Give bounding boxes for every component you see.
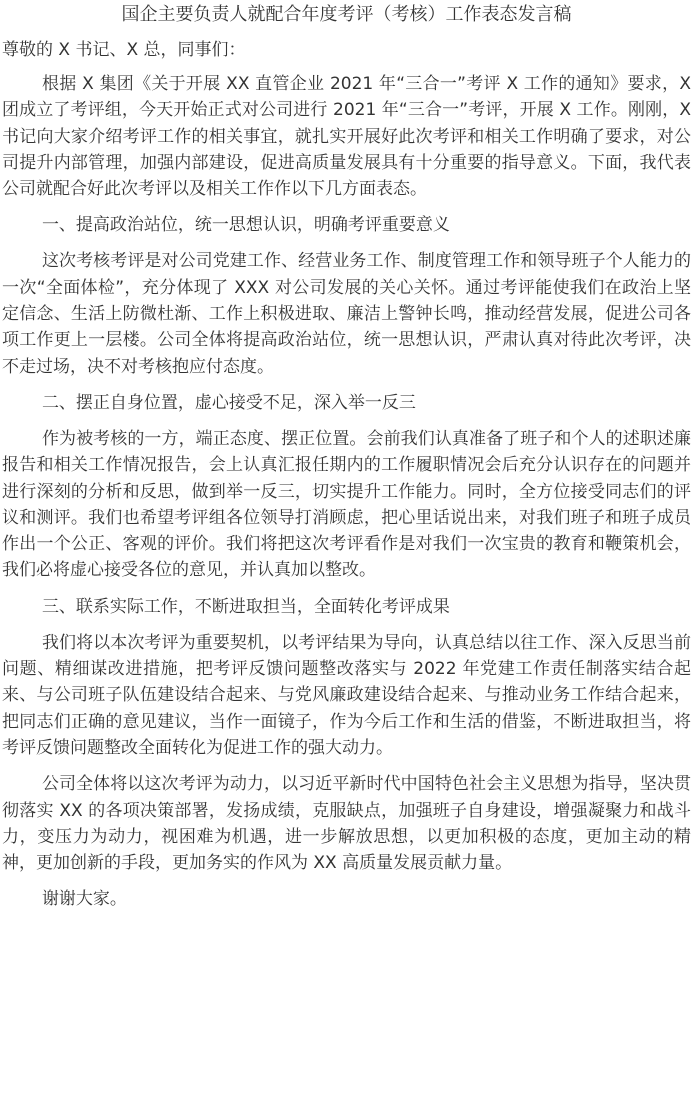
spacer	[2, 380, 691, 390]
spacer	[2, 202, 691, 212]
spacer	[2, 584, 691, 594]
spacer	[2, 416, 691, 426]
section-body-2: 作为被考核的一方，端正态度、摆正位置。会前我们认真准备了班子和个人的述职述廉报告和相关工作情况报告，会上认真汇报任期内的工作履职情况会后充分认识存在的问题并进行深刻的分析和反思，做到举一反三，切实提升工作能力。同时，全方位接受同志们的评议和测评。我们也希望考评组各位领导打消顾虑，把心里话说出来，对我们班子和班子成员作出一个公正、客观的评价。我们将把这次考评看作是对我们一次宝贵的教育和鞭策机会，我们必将虚心接受各位的意见，并认真加以整改。	[2, 428, 691, 581]
section-body-1: 这次考核考评是对公司党建工作、经营业务工作、制度管理工作和领导班子个人能力的一次“全面体检”，充分体现了 XXX 对公司发展的关心关怀。通过考评能使我们在政治上坚定信念、生活上防微杜渐、工作上积极进取、廉洁上警钟长鸣，推动经营发展，促进公司各项工作更上一层楼。公司全体将提高政治站位，统一思想认识，严肃认真对待此次考评，决不走过场，决不对考核抱应付态度。	[2, 251, 691, 377]
closing-paragraph: 公司全体将以这次考评为动力，以习近平新时代中国特色社会主义思想为指导，坚决贯彻落实 XX 的各项决策部署，发扬成绩，克服缺点，加强班子自身建设，增强凝聚力和战斗力，变压力为动力，视困难为机遇，进一步解放思想，以更加积极的态度，更加主动的精神，更加创新的手段，更加务实的作风为 XX 高质量发展贡献力量。	[2, 774, 691, 874]
spacer	[2, 620, 691, 630]
section-heading-2: 二、摆正自身位置，虚心接受不足，深入举一反三	[41, 392, 416, 413]
salutation: 尊敬的 X 书记、X 总，同事们：	[2, 40, 246, 60]
section-body-3: 我们将以本次考评为重要契机，以考评结果为导向，认真总结以往工作、深入反思当前问题、精细谋改进措施，把考评反馈问题整改落实与 2022 年党建工作责任制落实结合起来、与公司班子队伍建设结合起来、与党风廉政建设结合起来、与推动业务工作结合起来，把同志们正确的意见建议，当作一面镜子，作为今后工作和生活的借鉴，不断进取担当，将考评反馈问题整改全面转化为促进工作的强大动力。	[2, 632, 691, 758]
section-heading-3: 三、联系实际工作，不断进取担当，全面转化考评成果	[41, 596, 450, 617]
intro-paragraph: 根据 X 集团《关于开展 XX 直管企业 2021 年“三合一”考评 X 工作的通知》要求，X 团成立了考评组，今天开始正式对公司进行 2021 年“三合一”考评，开展 X 工作。刚刚，X 书记向大家介绍考评工作的相关事宜，就扎实开展好此次考评和相关工作明确了要求，对公司提升内部管理，加强内部建设，促进高质量发展具有十分重要的指导意义。下面，我代表公司就配合好此次考评以及相关工作作以下几方面表态。	[2, 74, 691, 200]
document-title: 国企主要负责人就配合年度考评（考核）工作表态发言稿	[121, 4, 572, 25]
section-heading-1: 一、提高政治站位，统一思想认识，明确考评重要意义	[41, 215, 450, 236]
spacer	[2, 238, 691, 248]
spacer	[2, 761, 691, 771]
thanks-line: 谢谢大家。	[41, 889, 127, 910]
spacer	[2, 876, 691, 886]
